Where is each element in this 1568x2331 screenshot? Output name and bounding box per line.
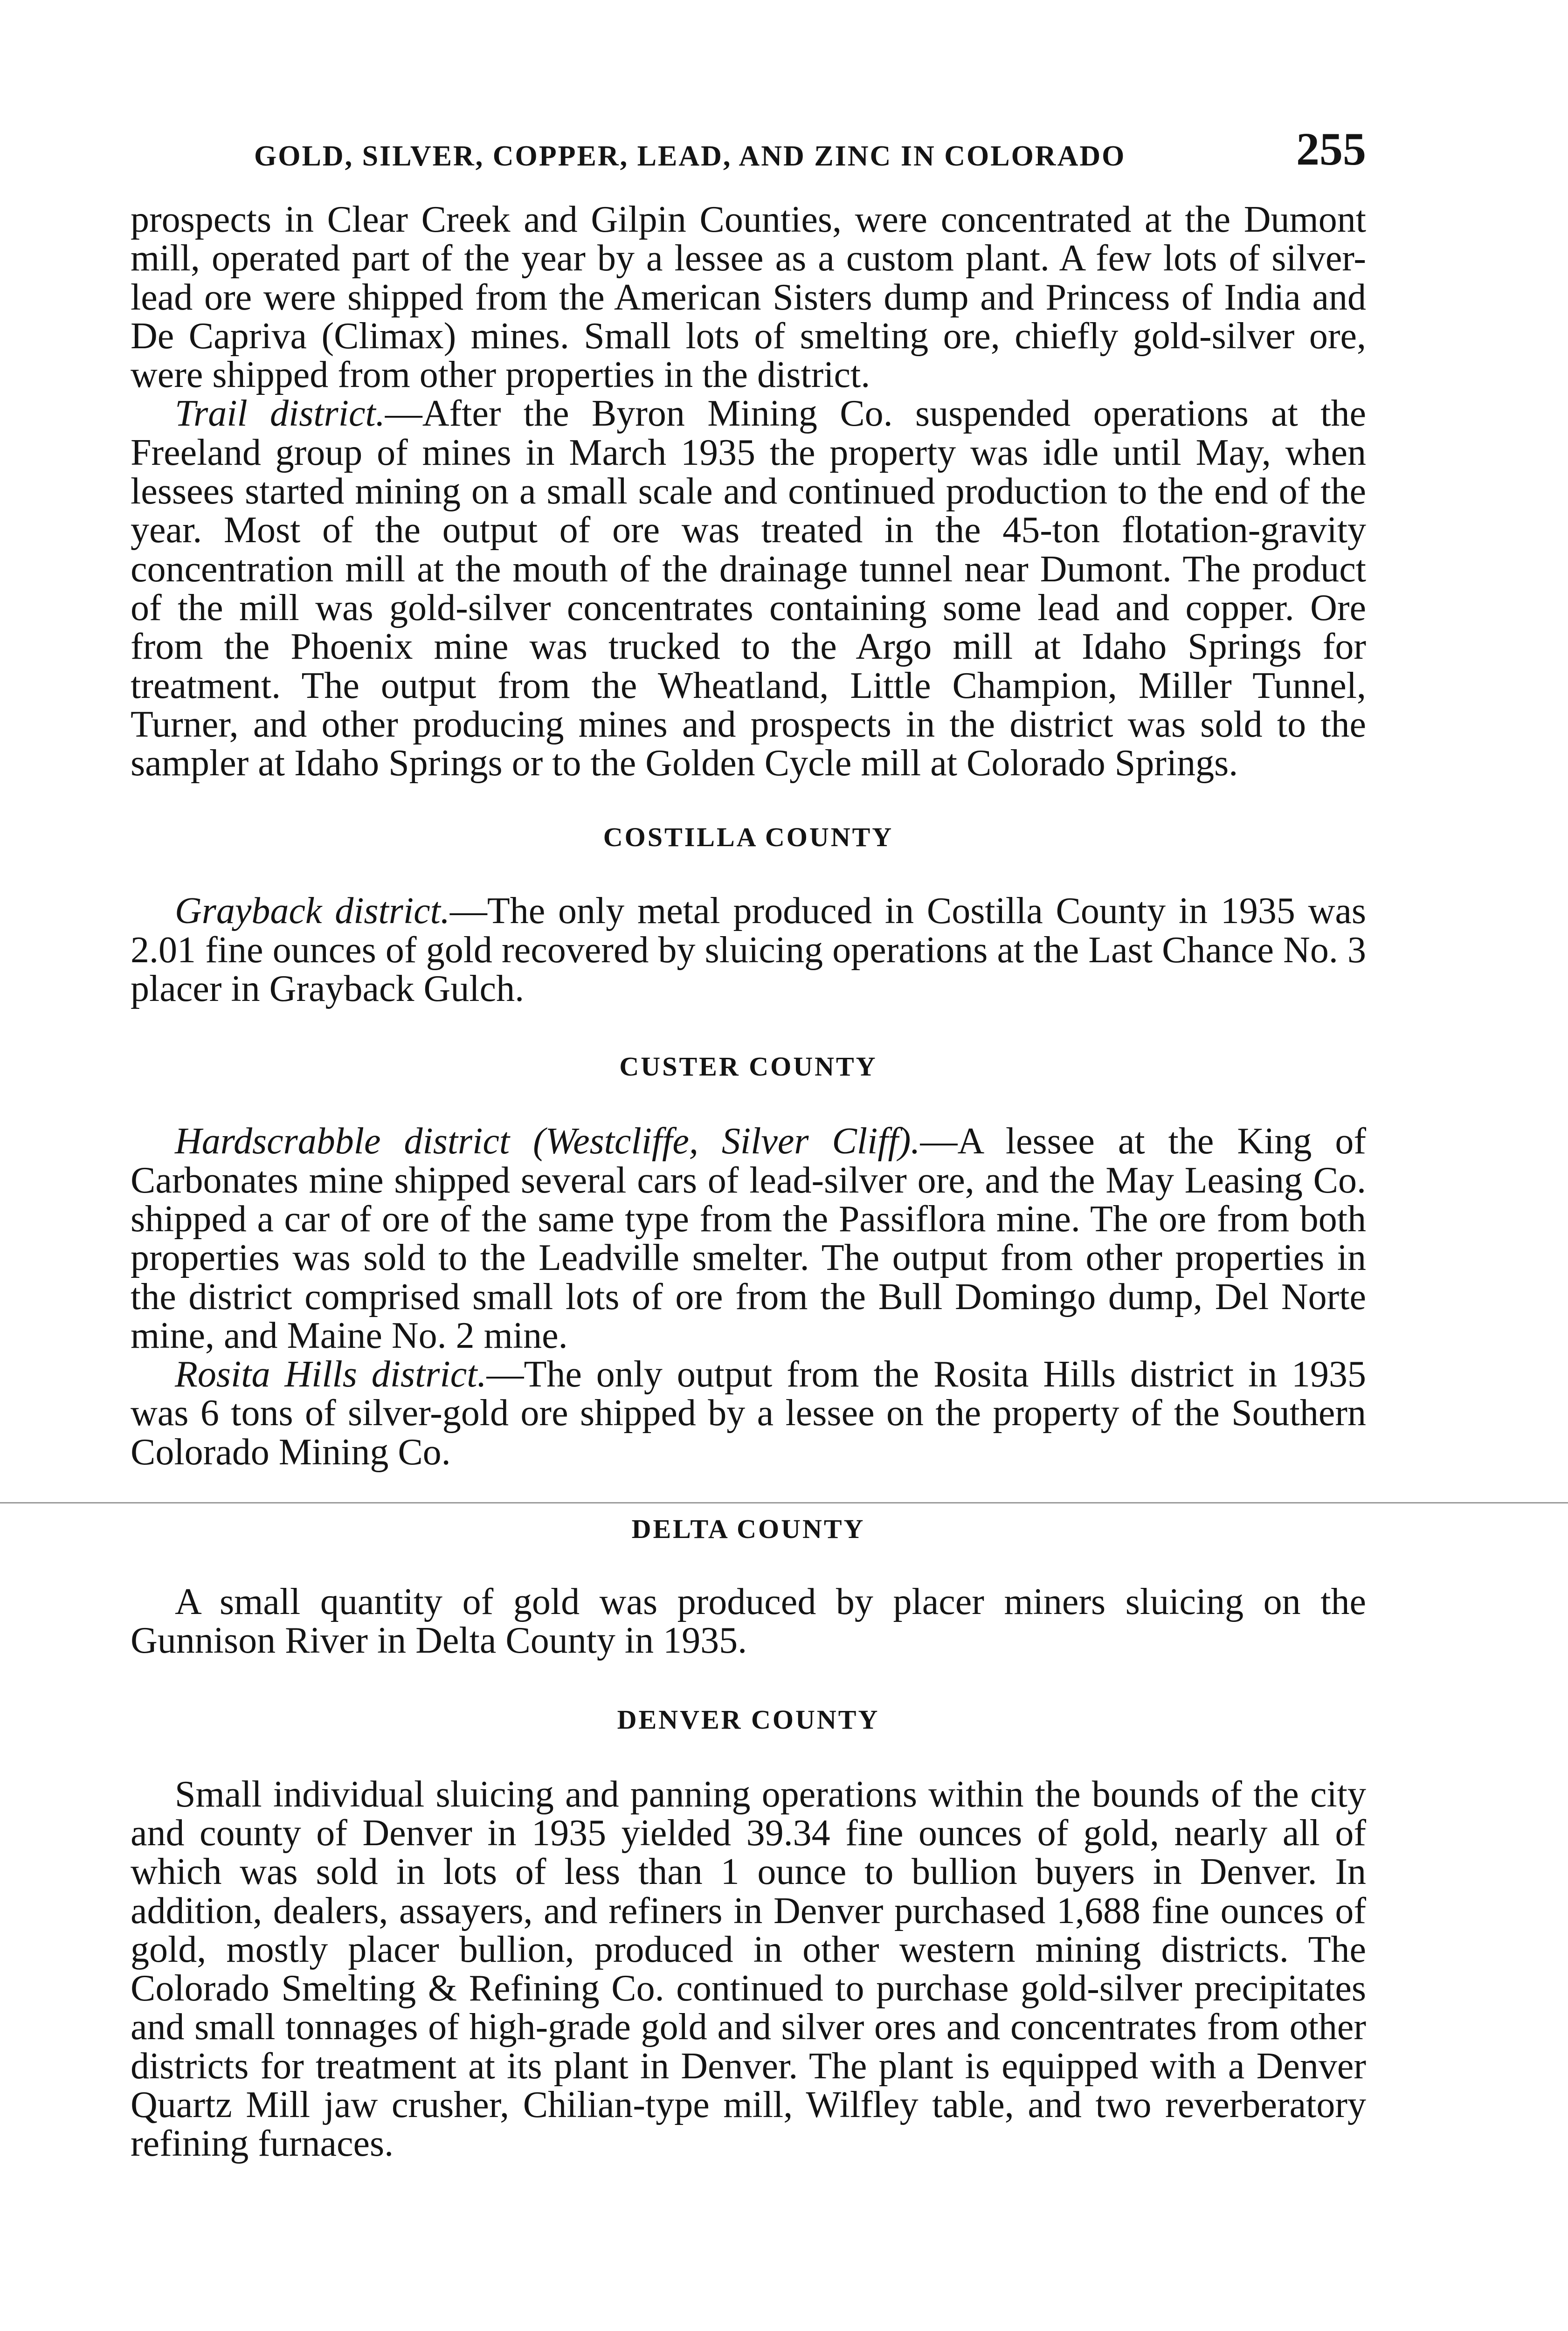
page-number: 255: [1296, 123, 1366, 175]
hardscrabble-district-paragraph: [131, 1122, 1366, 1355]
grayback-district-paragraph: [131, 892, 1366, 1008]
body-text: [131, 200, 1366, 2164]
delta-county-paragraph: A small quantity of gold was produced by placer miners sluicing on the Gunnison River in Delta County in 1935.: [131, 1581, 1366, 1662]
trail-district-paragraph: [131, 394, 1366, 783]
costilla-county-heading: COSTILLA COUNTY: [603, 822, 894, 853]
denver-county-heading: DENVER COUNTY: [617, 1704, 880, 1735]
grayback-district-text: —The only metal produced in Costilla County in 1935 was 2.01 fine ounces of gold recovered by sluicing operations at the Last Chance No. 3 placer in Grayback Gulch.: [131, 890, 1367, 1010]
intro-paragraph: [131, 200, 1366, 394]
running-head: [131, 122, 1366, 173]
rosita-hills-district-text: —The only output from the Rosita Hills district in 1935 was 6 tons of silver-gold ore shipped by a lessee on the property of the Southern Colorado Mining Co.: [131, 1354, 1367, 1473]
hardscrabble-district-name: Hardscrabble district (Westcliffe, Silver Cliff).: [175, 1121, 920, 1162]
trail-district-text: —After the Byron Mining Co. suspended operations at the Freeland group of mines in March 1935 the property was idle until May, when lessees started mining on a small scale and continued production to the end of the year. Most of the output of ore was treated in the 45-ton flotation-gravity concentration mill at the mouth of the drainage tunnel near Dumont. The product of the mill was gold-silver concentrates containing some lead and copper. Ore from the Phoenix mine was trucked to the Argo mill at Idaho Springs for treatment. The output from the Wheatland, Little Champion, Miller Tunnel, Turner, and other producing mines and prospects in the district was sold to the sampler at Idaho Springs or to the Golden Cycle mill at Colorado Springs.: [131, 393, 1366, 784]
running-title: GOLD, SILVER, COPPER, LEAD, AND ZINC IN COLORADO: [254, 140, 1126, 172]
denver-county-paragraph: Small individual sluicing and panning operations within the bounds of the city and county of Denver in 1935 yielded 39.34 fine ounces of gold, nearly all of which was sold in lots of less than 1 ounce to bullion buyers in Denver. In addition, dealers, assayers, and refiners in Denver purchased 1,688 fine ounces of gold, mostly placer bullion, produced in other western mining districts. The Colorado Smelting & Refining Co. continued to purchase gold-silver precipitates and small tonnages of high-grade gold and silver ores and concentrates from other districts for treatment at its plant in Denver. The plant is equipped with a Denver Quartz Mill jaw crusher, Chilian-type mill, Wilfley table, and two reverberatory refining furnaces.: [131, 1773, 1366, 2165]
hardscrabble-district-text: —A lessee at the King of Carbonates mine shipped several cars of lead-silver ore, and the May Leasing Co. shipped a car of ore of the same type from the Passiflora mine. The ore from both properties was sold to the Leadville smelter. The output from other properties in the district comprised small lots of ore from the Bull Domingo dump, Del Norte mine, and Maine No. 2 mine.: [131, 1121, 1367, 1356]
intro-text: prospects in Clear Creek and Gilpin Counties, were concentrated at the Dumont mill, operated part of the year by a lessee as a custom plant. A few lots of silver-lead ore were shipped from the American Sisters dump and Princess of India and De Capriva (Climax) mines. Small lots of smelting ore, chiefly gold-silver ore, were shipped from other properties in the district.: [131, 199, 1366, 396]
delta-county-heading: DELTA COUNTY: [631, 1514, 865, 1545]
grayback-district-name: Grayback district.: [175, 890, 450, 932]
trail-district-name: Trail district.: [175, 393, 385, 434]
custer-county-heading: CUSTER COUNTY: [619, 1051, 877, 1082]
rosita-hills-district-name: Rosita Hills district.: [175, 1354, 487, 1395]
rosita-hills-district-paragraph: [131, 1355, 1366, 1472]
